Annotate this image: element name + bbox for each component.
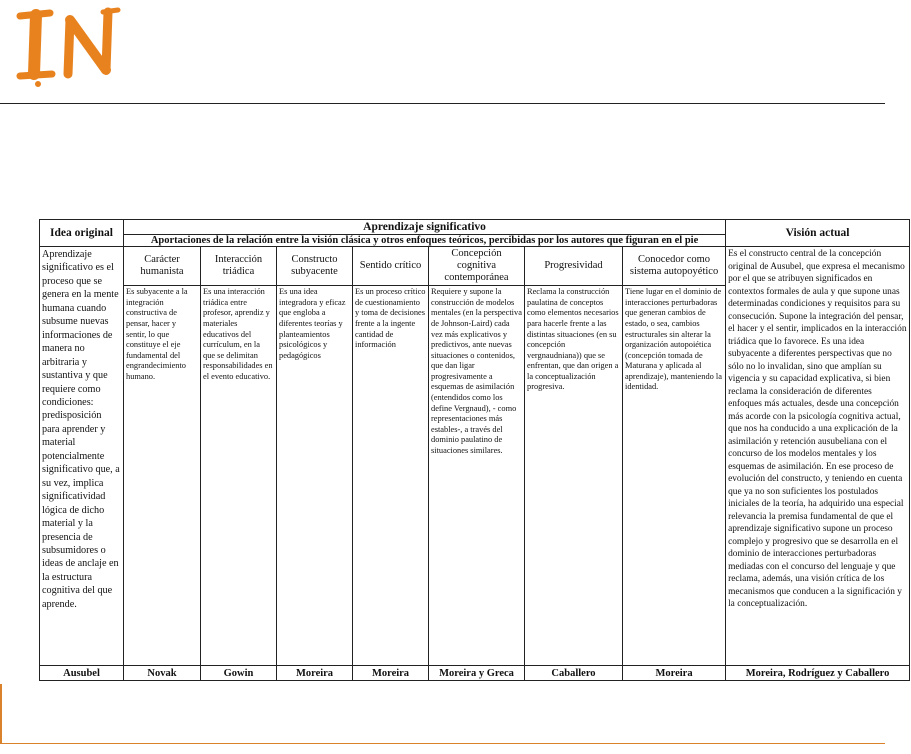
column-body: Es un proceso crítico de cuestionamiento y toma de decisiones frente a la ingente cantidad de información [353,286,429,666]
author-cell: Moreira y Greca [429,666,525,681]
column-body: Reclama la construcción paulatina de conceptos como elementos necesarios para hacerle frente a las distintas situaciones (en su concepción vergnaudniana)) que se enfrentan, que dan origen a la conceptualización progresiva. [525,286,623,666]
author-cell: Caballero [525,666,623,681]
author-cell: Moreira [623,666,726,681]
column-body: Requiere y supone la construcción de modelos mentales (en la perspectiva de Johnson-Laird) cada vez más explicativos y predictivos, ante nuevas situaciones o contenidos, que dan ligar progresivamente a esquemas de asimilación (entendidos como los define Vergnaud), - como representaciones más estables-, a través del dominio paulatino de situaciones similares. [429,286,525,666]
footer-corner-mark [0,684,2,744]
author-cell: Ausubel [40,666,124,681]
author-cell: Moreira [277,666,353,681]
author-cell: Novak [124,666,201,681]
author-cell: Gowin [201,666,277,681]
column-body: Es subyacente a la integración constructiva de pensar, hacer y sentir, lo que constituye el eje fundamental del engrandecimiento humano. [124,286,201,666]
aprendizaje-table [39,219,910,681]
header-rule [0,103,885,104]
vision-actual-text: Es el constructo central de la concepción original de Ausubel, que expresa el mecanismo por el que se atribuyen significados en contextos formales de aula y que supone unas determinadas condiciones y requisitos para su consecución. Supone la integración del pensar, el hacer y el sentir, implicados en la interacción triádica que lo favorece. Es una idea subyacente a diferentes perspectivas que no sólo no lo invalidan, sino que amplían su vigencia y su capacidad explicativa, si bien reclama la consideración de diferentes enfoques más actuales, desde una concepción más acorde con la psicología cognitiva actual, que nos ha conducido a una explicación de la asimilación y retención ausubeliana con el concurso de los modelos mentales y los esquemas de asimilación. En ese proceso de evolución del constructo, y teniendo en cuenta que ya no son suficientes los postulados iniciales de la teoría, ha adquirido una especial relevancia la premisa fundamental de que el aprendizaje significativo supone un proceso complejo y progresivo que se desarrolla en el dominio de interacciones perturbadoras mediadas con el concurso del lenguaje y que reclama, además, una visión crítica de los mecanismos que conducen a la significación y la conceptualización. [726,247,910,666]
column-body: Es una idea integradora y eficaz que engloba a diferentes teorías y planteamientos psicológicos y pedagógicos [277,286,353,666]
column-body: Tiene lugar en el dominio de interacciones perturbadoras que generan cambios de estado, o sea, cambios estructurales sin alterar la organización autopoiética (concepción tomada de Maturana y aplicada al aprendizaje), manteniendo la identidad. [623,286,726,666]
in-logo [10,4,130,90]
column-title: Interacción triádica [201,247,277,286]
column-title: Progresividad [525,247,623,286]
column-title: Conocedor como sistema autopoyético [623,247,726,286]
column-title: Concepción cognitiva contemporánea [429,247,525,286]
header-idea-original: Idea original [40,220,124,247]
header-vision-actual: Visión actual [726,220,910,247]
column-body: Es una interacción triádica entre profesor, aprendiz y materiales educativos del currículum, en la que se delimitan responsabilidades en el evento educativo. [201,286,277,666]
column-title: Sentido crítico [353,247,429,286]
header-aprendizaje: Aprendizaje significativo [124,220,726,235]
author-cell: Moreira [353,666,429,681]
header-aportaciones: Aportaciones de la relación entre la visión clásica y otros enfoques teóricos, percibidas por los autores que figuran en el pie [124,235,726,247]
footer-rule [0,743,885,744]
idea-original-text: Aprendizaje significativo es el proceso que se genera en la mente humana cuando subsume nuevas informaciones de manera no arbitraria y sustantiva y que requiere como condiciones: predisposición para aprender y material potencialmente significativo que, a su vez, implica significatividad lógica de dicho material y la presencia de subsumidores o ideas de anclaje en la estructura cognitiva del que aprende. [40,247,124,666]
author-cell: Moreira, Rodríguez y Caballero [726,666,910,681]
column-title: Carácter humanista [124,247,201,286]
column-title: Constructo subyacente [277,247,353,286]
